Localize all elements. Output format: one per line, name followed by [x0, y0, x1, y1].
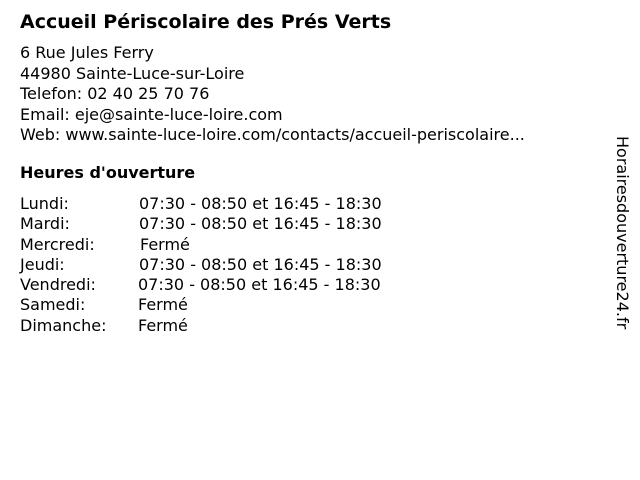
day-label: Dimanche: [20, 315, 107, 335]
hours-row-sunday [20, 316, 382, 336]
hours-value: Fermé [138, 315, 188, 335]
hours-heading: Heures d'ouverture [20, 163, 196, 182]
contact-block [20, 43, 525, 146]
opening-hours-list [20, 194, 382, 336]
page-title: Accueil Périscolaire des Prés Verts [20, 11, 392, 33]
hours-value: Fermé [138, 295, 188, 315]
phone-number: Telefon: 02 40 25 70 76 [20, 84, 210, 103]
hours-row-wednesday [20, 235, 382, 255]
email-address: Email: eje@sainte-luce-loire.com [20, 104, 283, 124]
day-label: Jeudi: [20, 254, 65, 274]
hours-row-thursday [20, 255, 382, 275]
hours-value: 07:30 - 08:50 et 16:45 - 18:30 [139, 214, 382, 234]
day-label: Samedi: [20, 295, 86, 315]
hours-value: 07:30 - 08:50 et 16:45 - 18:30 [139, 254, 382, 274]
hours-value: 07:30 - 08:50 et 16:45 - 18:30 [139, 194, 382, 213]
hours-value: Fermé [140, 234, 190, 254]
day-label: Mercredi: [20, 234, 95, 254]
website-link: Web: www.sainte-luce-loire.com/contacts/accueil-periscolaire... [20, 125, 525, 144]
street-address: 6 Rue Jules Ferry [20, 43, 154, 62]
brand-watermark: Horairesdouverture24.fr [613, 136, 632, 330]
hours-row-saturday [20, 295, 382, 315]
city-postcode: 44980 Sainte-Luce-sur-Loire [20, 63, 245, 83]
day-label: Lundi: [20, 194, 69, 213]
day-label: Mardi: [20, 214, 70, 234]
hours-row-tuesday [20, 214, 382, 234]
day-label: Vendredi: [20, 275, 96, 295]
hours-row-friday [20, 275, 382, 295]
hours-row-monday [20, 194, 382, 214]
hours-value: 07:30 - 08:50 et 16:45 - 18:30 [138, 275, 381, 295]
